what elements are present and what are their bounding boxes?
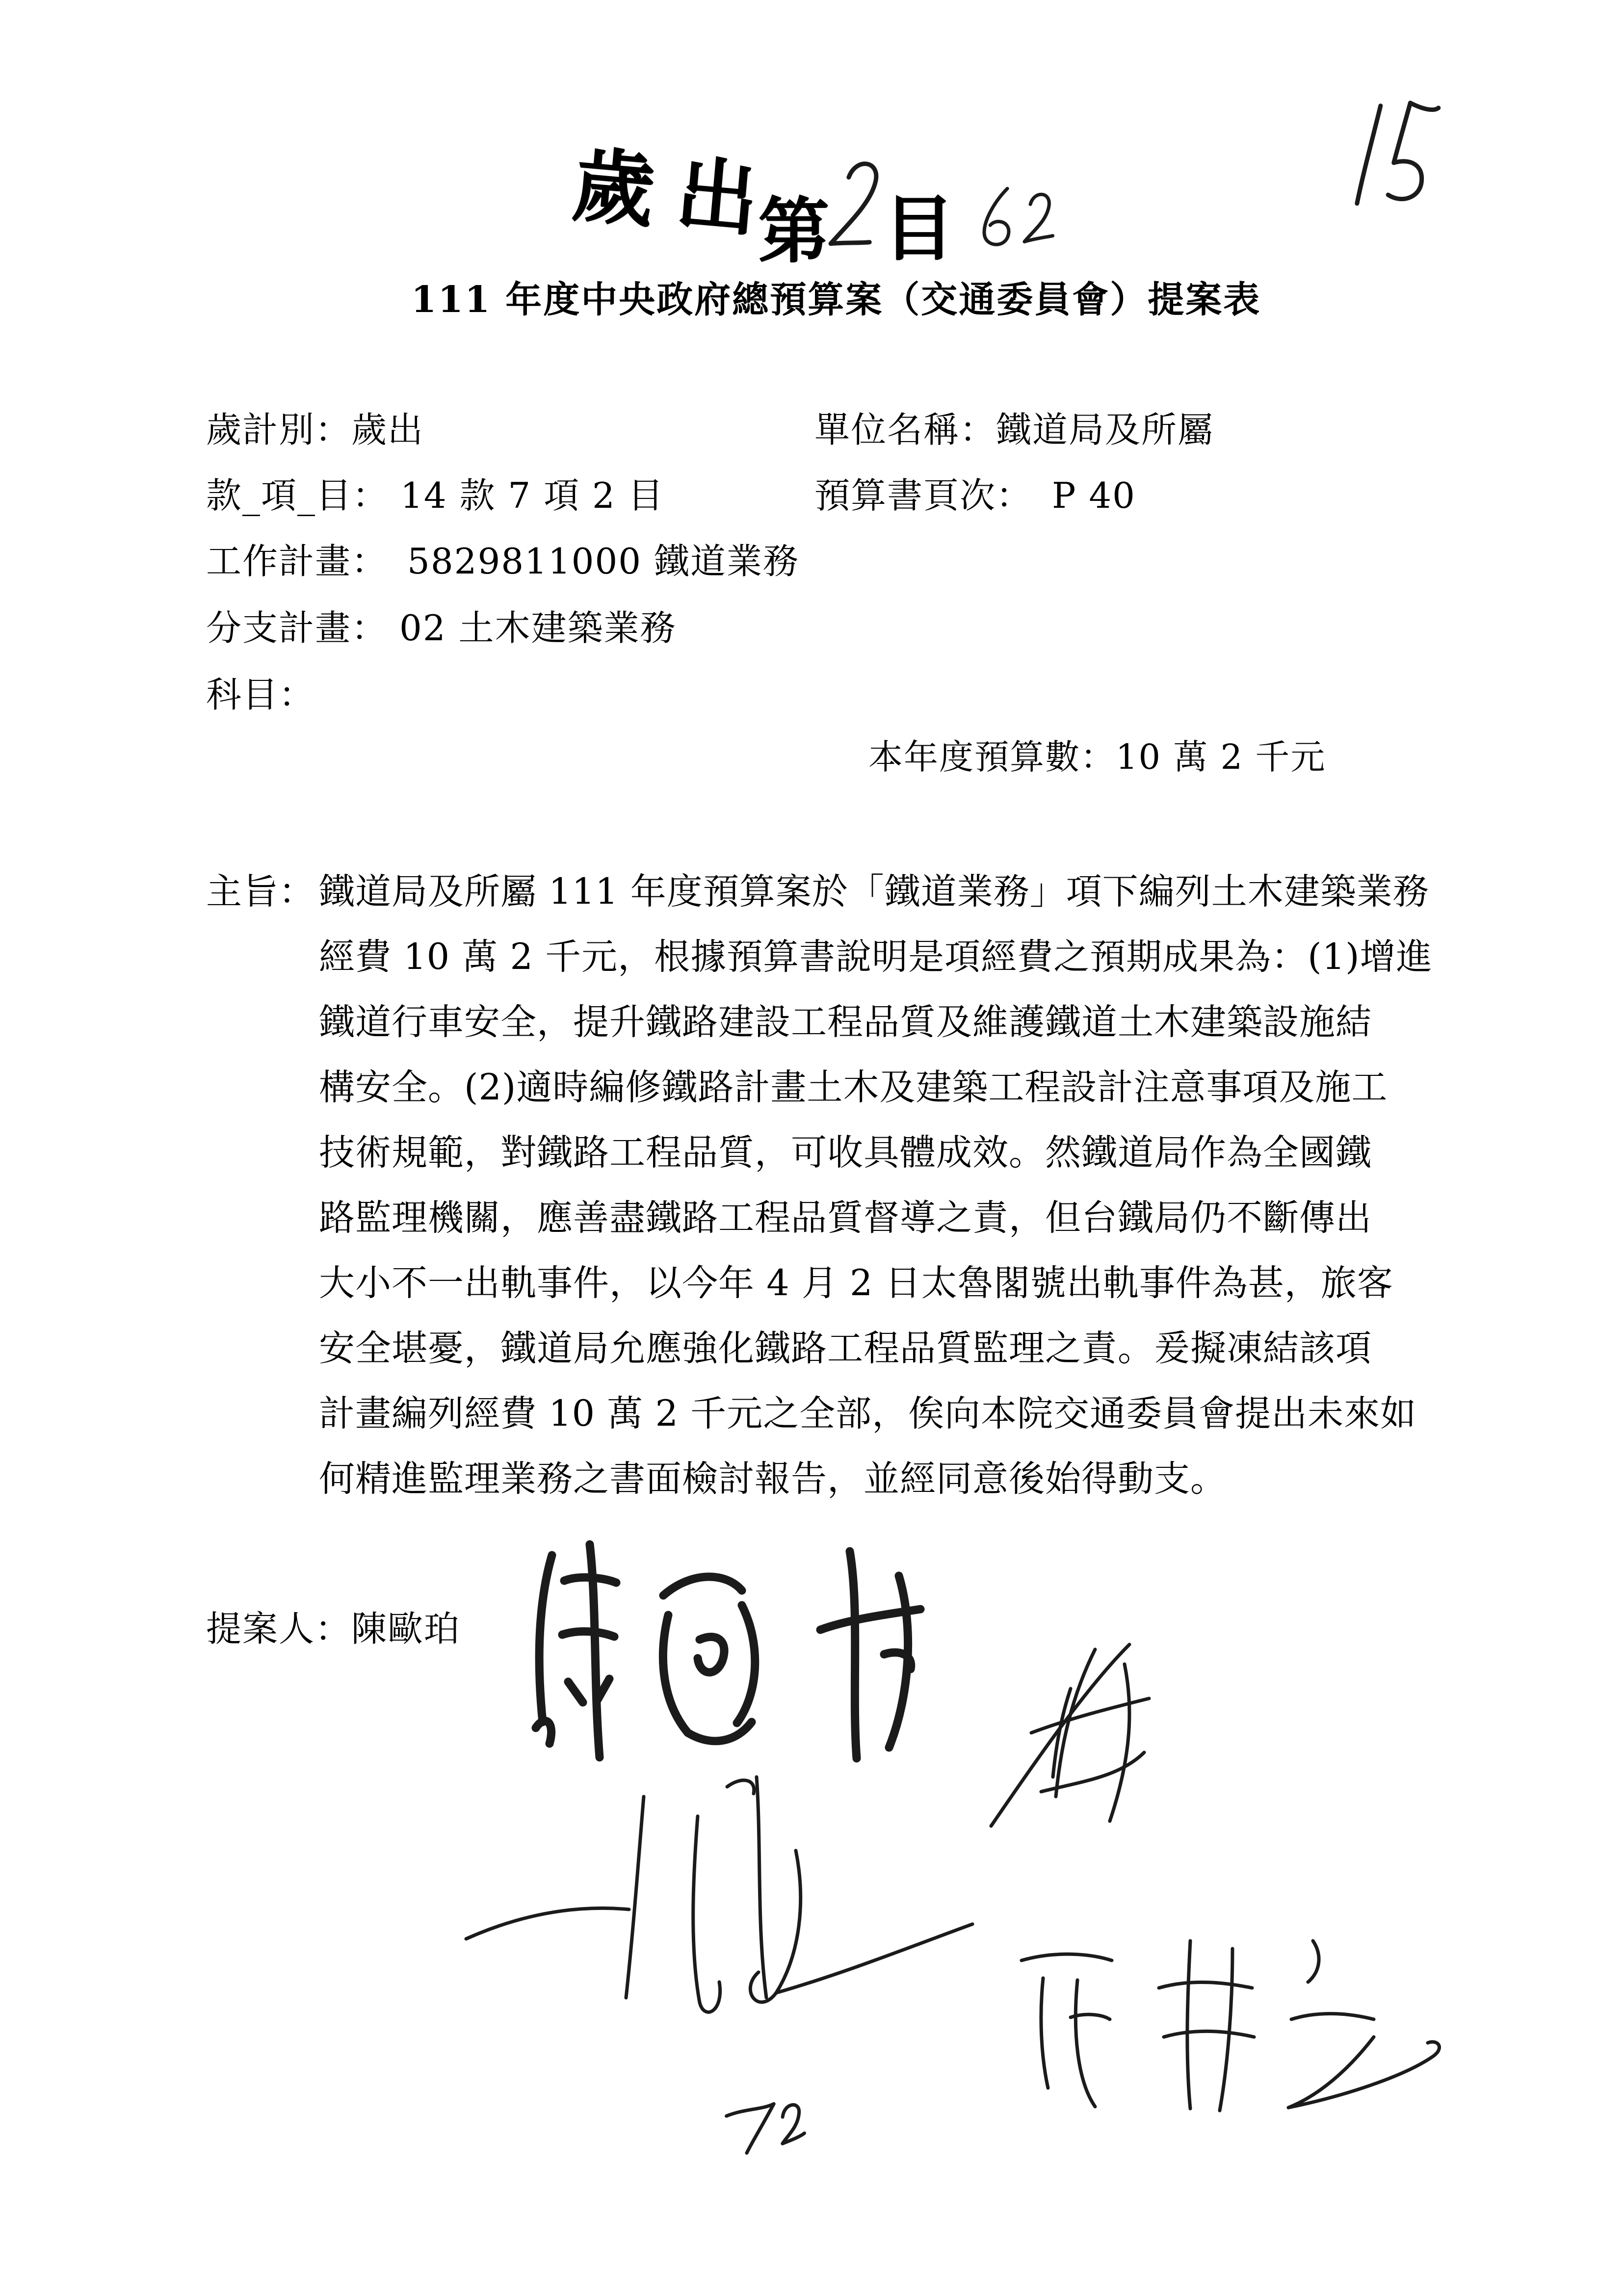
sub-plan-label: 分支計畫： — [206, 607, 388, 649]
document-title: 111 年度中央政府總預算案（交通委員會）提案表 — [411, 279, 1261, 321]
budget-type-value: 歲出 — [351, 409, 424, 450]
unit-name-value: 鐵道局及所屬 — [996, 409, 1214, 450]
subject-line-2: 經費 10 萬 2 千元，根據預算書說明是項經費之預期成果為：(1)增進 — [319, 936, 1433, 978]
subject-line-5: 技術規範，對鐵路工程品質，可收具體成效。然鐵道局作為全國鐵 — [319, 1132, 1372, 1174]
subject-line-6: 路監理機關，應善盡鐵路工程品質督導之責，但台鐵局仍不斷傳出 — [319, 1197, 1372, 1239]
field-sub-plan — [206, 600, 677, 651]
proposer-label: 提案人： — [206, 1608, 352, 1649]
unit-name-label: 單位名稱： — [814, 409, 996, 450]
section-prefix-stamp: 第 — [758, 189, 829, 273]
proposer-name: 陳歐珀 — [351, 1608, 461, 1649]
field-current-year-budget — [868, 730, 1326, 779]
subject-line-1: 鐵道局及所屬 111 年度預算案於「鐵道業務」項下編列土木建築業務 — [319, 871, 1429, 913]
signature-chen-ou-po — [505, 1536, 947, 1766]
sub-plan-value: 02 土木建築業務 — [399, 607, 677, 649]
handwritten-page-number-15 — [1342, 85, 1449, 224]
signature-cosigner-upper-right — [971, 1629, 1178, 1840]
signature-cosigner-bottom-right — [996, 1913, 1462, 2110]
budget-page-label: 預算書頁次： — [814, 475, 1033, 516]
proposer-row — [206, 1600, 460, 1651]
work-plan-value: 5829811000 鐵道業務 — [407, 541, 799, 582]
work-plan-label: 工作計畫： — [206, 541, 388, 582]
kuan-xiang-mu-value: 14 款 7 項 2 目 — [400, 475, 664, 516]
expenditure-stamp: 歲出 — [569, 136, 784, 250]
field-account — [206, 666, 315, 717]
current-year-budget-label: 本年度預算數： — [868, 737, 1116, 777]
subject-label: 主旨： — [206, 871, 315, 913]
field-budget-page — [814, 467, 1136, 518]
budget-page-value: P 40 — [1052, 475, 1136, 516]
kuan-xiang-mu-label: 款_項_目： — [206, 475, 389, 516]
subject-line-8: 安全堪憂，鐵道局允應強化鐵路工程品質監理之責。爰擬凍結該項 — [319, 1328, 1372, 1369]
subject-line-7: 大小不一出軌事件，以今年 4 月 2 日太魯閣號出軌事件為甚，旅客 — [319, 1262, 1393, 1304]
handwritten-footer-mark-72 — [714, 2087, 812, 2162]
current-year-budget-value: 10 萬 2 千元 — [1116, 737, 1326, 777]
field-budget-type — [206, 401, 424, 452]
subject-line-9: 計畫編列經費 10 萬 2 千元之全部，俟向本院交通委員會提出未來如 — [319, 1393, 1417, 1435]
field-kuan-xiang-mu — [206, 467, 664, 518]
subject-line-3: 鐵道行車安全，提升鐵路建設工程品質及維護鐵道土木建築設施結 — [319, 1001, 1372, 1043]
subject-line-4: 構安全。(2)適時編修鐵路計畫土木及建築工程設計注意事項及施工 — [319, 1067, 1388, 1108]
field-work-plan — [206, 533, 799, 584]
field-unit-name — [814, 401, 1214, 452]
subject-line-10: 何精進監理業務之書面檢討報告，並經同意後始得動支。 — [319, 1458, 1227, 1500]
budget-type-label: 歲計別： — [206, 409, 352, 450]
signature-cosigner-middle-left — [451, 1766, 986, 2021]
handwritten-code-62 — [970, 177, 1076, 260]
section-suffix-stamp: 目 — [883, 187, 954, 270]
account-label: 科目： — [206, 674, 315, 715]
